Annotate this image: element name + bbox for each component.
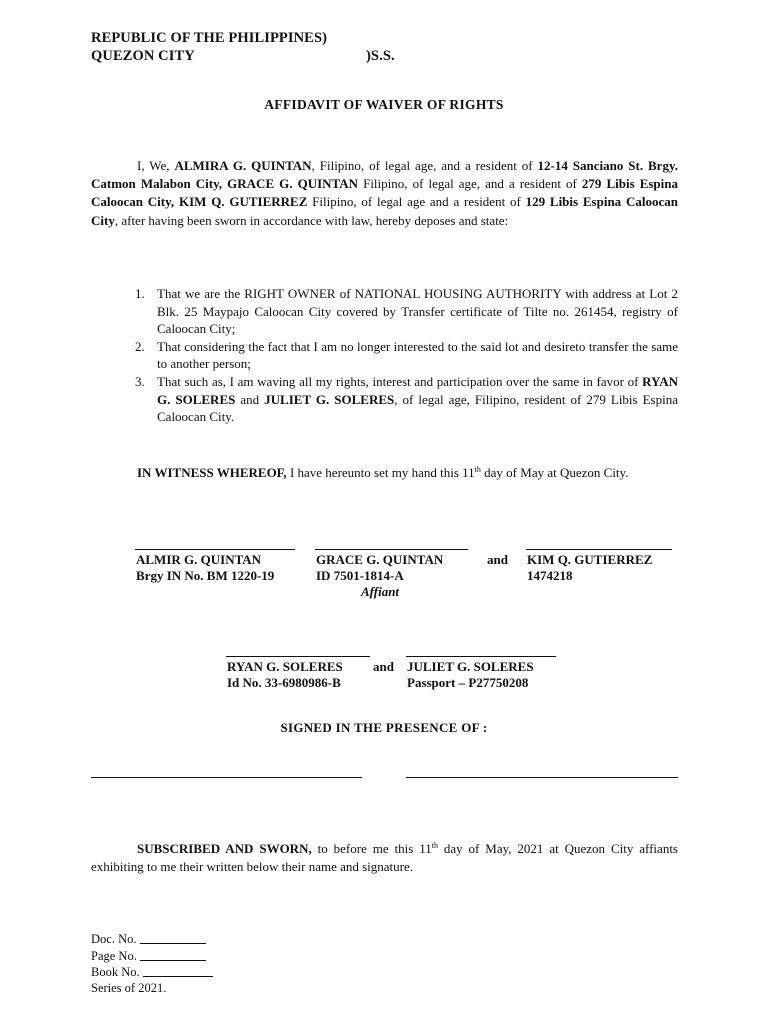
notary-series: Series of 2021. xyxy=(91,980,167,995)
affiant-address-3: 129 Libis Espina Caloocan City xyxy=(91,194,678,228)
signature-line xyxy=(526,549,672,550)
list-number: 3. xyxy=(135,373,145,389)
list-text: and xyxy=(235,391,265,407)
affiant-signature-name: GRACE G. QUINTAN xyxy=(316,552,444,567)
sworn-text: day of May, 2021 at Quezon City affiants exhibiting to me their written below their name and signature. xyxy=(91,841,678,875)
notary-page-row xyxy=(91,948,213,965)
affiant-name-3: KIM Q. GUTIERREZ xyxy=(178,194,308,210)
intro-paragraph xyxy=(91,157,678,230)
list-number: 2. xyxy=(135,338,145,354)
beneficiary-name-2: JULIET G. SOLERES xyxy=(264,391,395,407)
sworn-paragraph xyxy=(91,840,678,876)
notary-page-label: Page No. xyxy=(91,948,137,963)
sworn-heading: SUBSCRIBED AND SWORN, xyxy=(137,841,312,856)
and-connector: and xyxy=(373,659,394,674)
beneficiary-id: Passport – P27750208 xyxy=(407,675,529,690)
notary-doc-label: Doc. No. xyxy=(91,932,137,946)
signature-line xyxy=(315,549,468,550)
intro-text: Filipino, of legal age, and a resident of xyxy=(358,176,582,192)
affiant-signature-name: KIM Q. GUTIERREZ xyxy=(527,552,653,567)
affiant-id: ID 7501-1814-A xyxy=(316,568,404,583)
witness-signature-line xyxy=(406,777,678,778)
list-text: That such as, I am waving all my rights, interest and participation over the same in favor of xyxy=(157,373,643,389)
witness-paragraph xyxy=(91,464,678,482)
witness-heading: IN WITNESS WHEREOF, xyxy=(137,465,287,480)
beneficiary-id: Id No. 33-6980986-B xyxy=(227,675,341,690)
header-city: QUEZON CITY xyxy=(91,48,195,64)
affiant-address-2: 279 Libis Espina Caloocan City, xyxy=(91,176,678,210)
intro-text: Filipino, of legal age and a resident of xyxy=(307,194,526,210)
affiant-name-2: GRACE G. QUINTAN xyxy=(227,176,359,192)
intro-text: I, We, xyxy=(137,158,175,173)
blank-line xyxy=(140,931,206,944)
notary-doc-row xyxy=(91,931,213,948)
list-number: 1. xyxy=(135,286,145,301)
statements-list xyxy=(135,285,678,426)
blank-line xyxy=(140,948,206,961)
list-text: That we are the RIGHT OWNER of NATIONAL HOUSING AUTHORITY with address at Lot 2 Blk. 25 Maypajo Caloocan City covered by Transfer certificate of Tilte no. 261454, registry of Caloocan City; xyxy=(157,286,678,337)
intro-text: , Filipino, of legal age, and a resident of xyxy=(311,158,538,173)
witness-signature-line xyxy=(91,777,362,778)
document-title: AFFIDAVIT OF WAIVER OF RIGHTS xyxy=(264,97,504,112)
affiant-address-1: 12-14 Sanciano St. Brgy. Catmon Malabon City, xyxy=(91,158,678,192)
sworn-ordinal: th xyxy=(431,841,438,850)
list-text: That considering the fact that I am no longer interested to the said lot and desireto transfer the same to another person; xyxy=(157,338,678,372)
header-republic: REPUBLIC OF THE PHILIPPINES) xyxy=(91,30,328,46)
signature-line xyxy=(406,656,556,657)
sworn-text: to before me this 11 xyxy=(311,841,432,856)
affiant-name-1: ALMIRA G. QUINTAN xyxy=(174,158,312,173)
and-connector: and xyxy=(487,552,508,567)
signature-line xyxy=(135,549,295,550)
signature-line xyxy=(226,656,370,657)
beneficiary-signature-name: JULIET G. SOLERES xyxy=(407,659,534,674)
affiant-id: Brgy IN No. BM 1220-19 xyxy=(136,568,275,583)
list-item xyxy=(135,285,678,338)
affiant-id: 1474218 xyxy=(527,568,573,583)
list-text: , of legal age, Filipino, resident of 279 Libis Espina Caloocan City. xyxy=(157,391,678,425)
witness-ordinal: th xyxy=(474,465,481,474)
notary-book-label: Book No. xyxy=(91,965,140,979)
list-item xyxy=(135,338,678,373)
beneficiary-name-1: RYAN G. SOLERES xyxy=(157,373,678,407)
blank-line xyxy=(143,964,213,977)
list-item xyxy=(135,373,678,426)
presence-heading: SIGNED IN THE PRESENCE OF : xyxy=(280,720,488,735)
header-ss: )S.S. xyxy=(366,48,395,64)
intro-text: , after having been sworn in accordance with law, hereby deposes and state: xyxy=(114,212,509,228)
affiant-signature-name: ALMIR G. QUINTAN xyxy=(136,552,262,567)
notary-book-row xyxy=(91,964,213,981)
witness-text: day of May at Quezon City. xyxy=(480,465,629,480)
witness-text: I have hereunto set my hand this 11 xyxy=(286,465,475,480)
notary-block xyxy=(91,931,213,996)
affiant-label: Affiant xyxy=(361,584,400,599)
beneficiary-signature-name: RYAN G. SOLERES xyxy=(227,659,343,674)
